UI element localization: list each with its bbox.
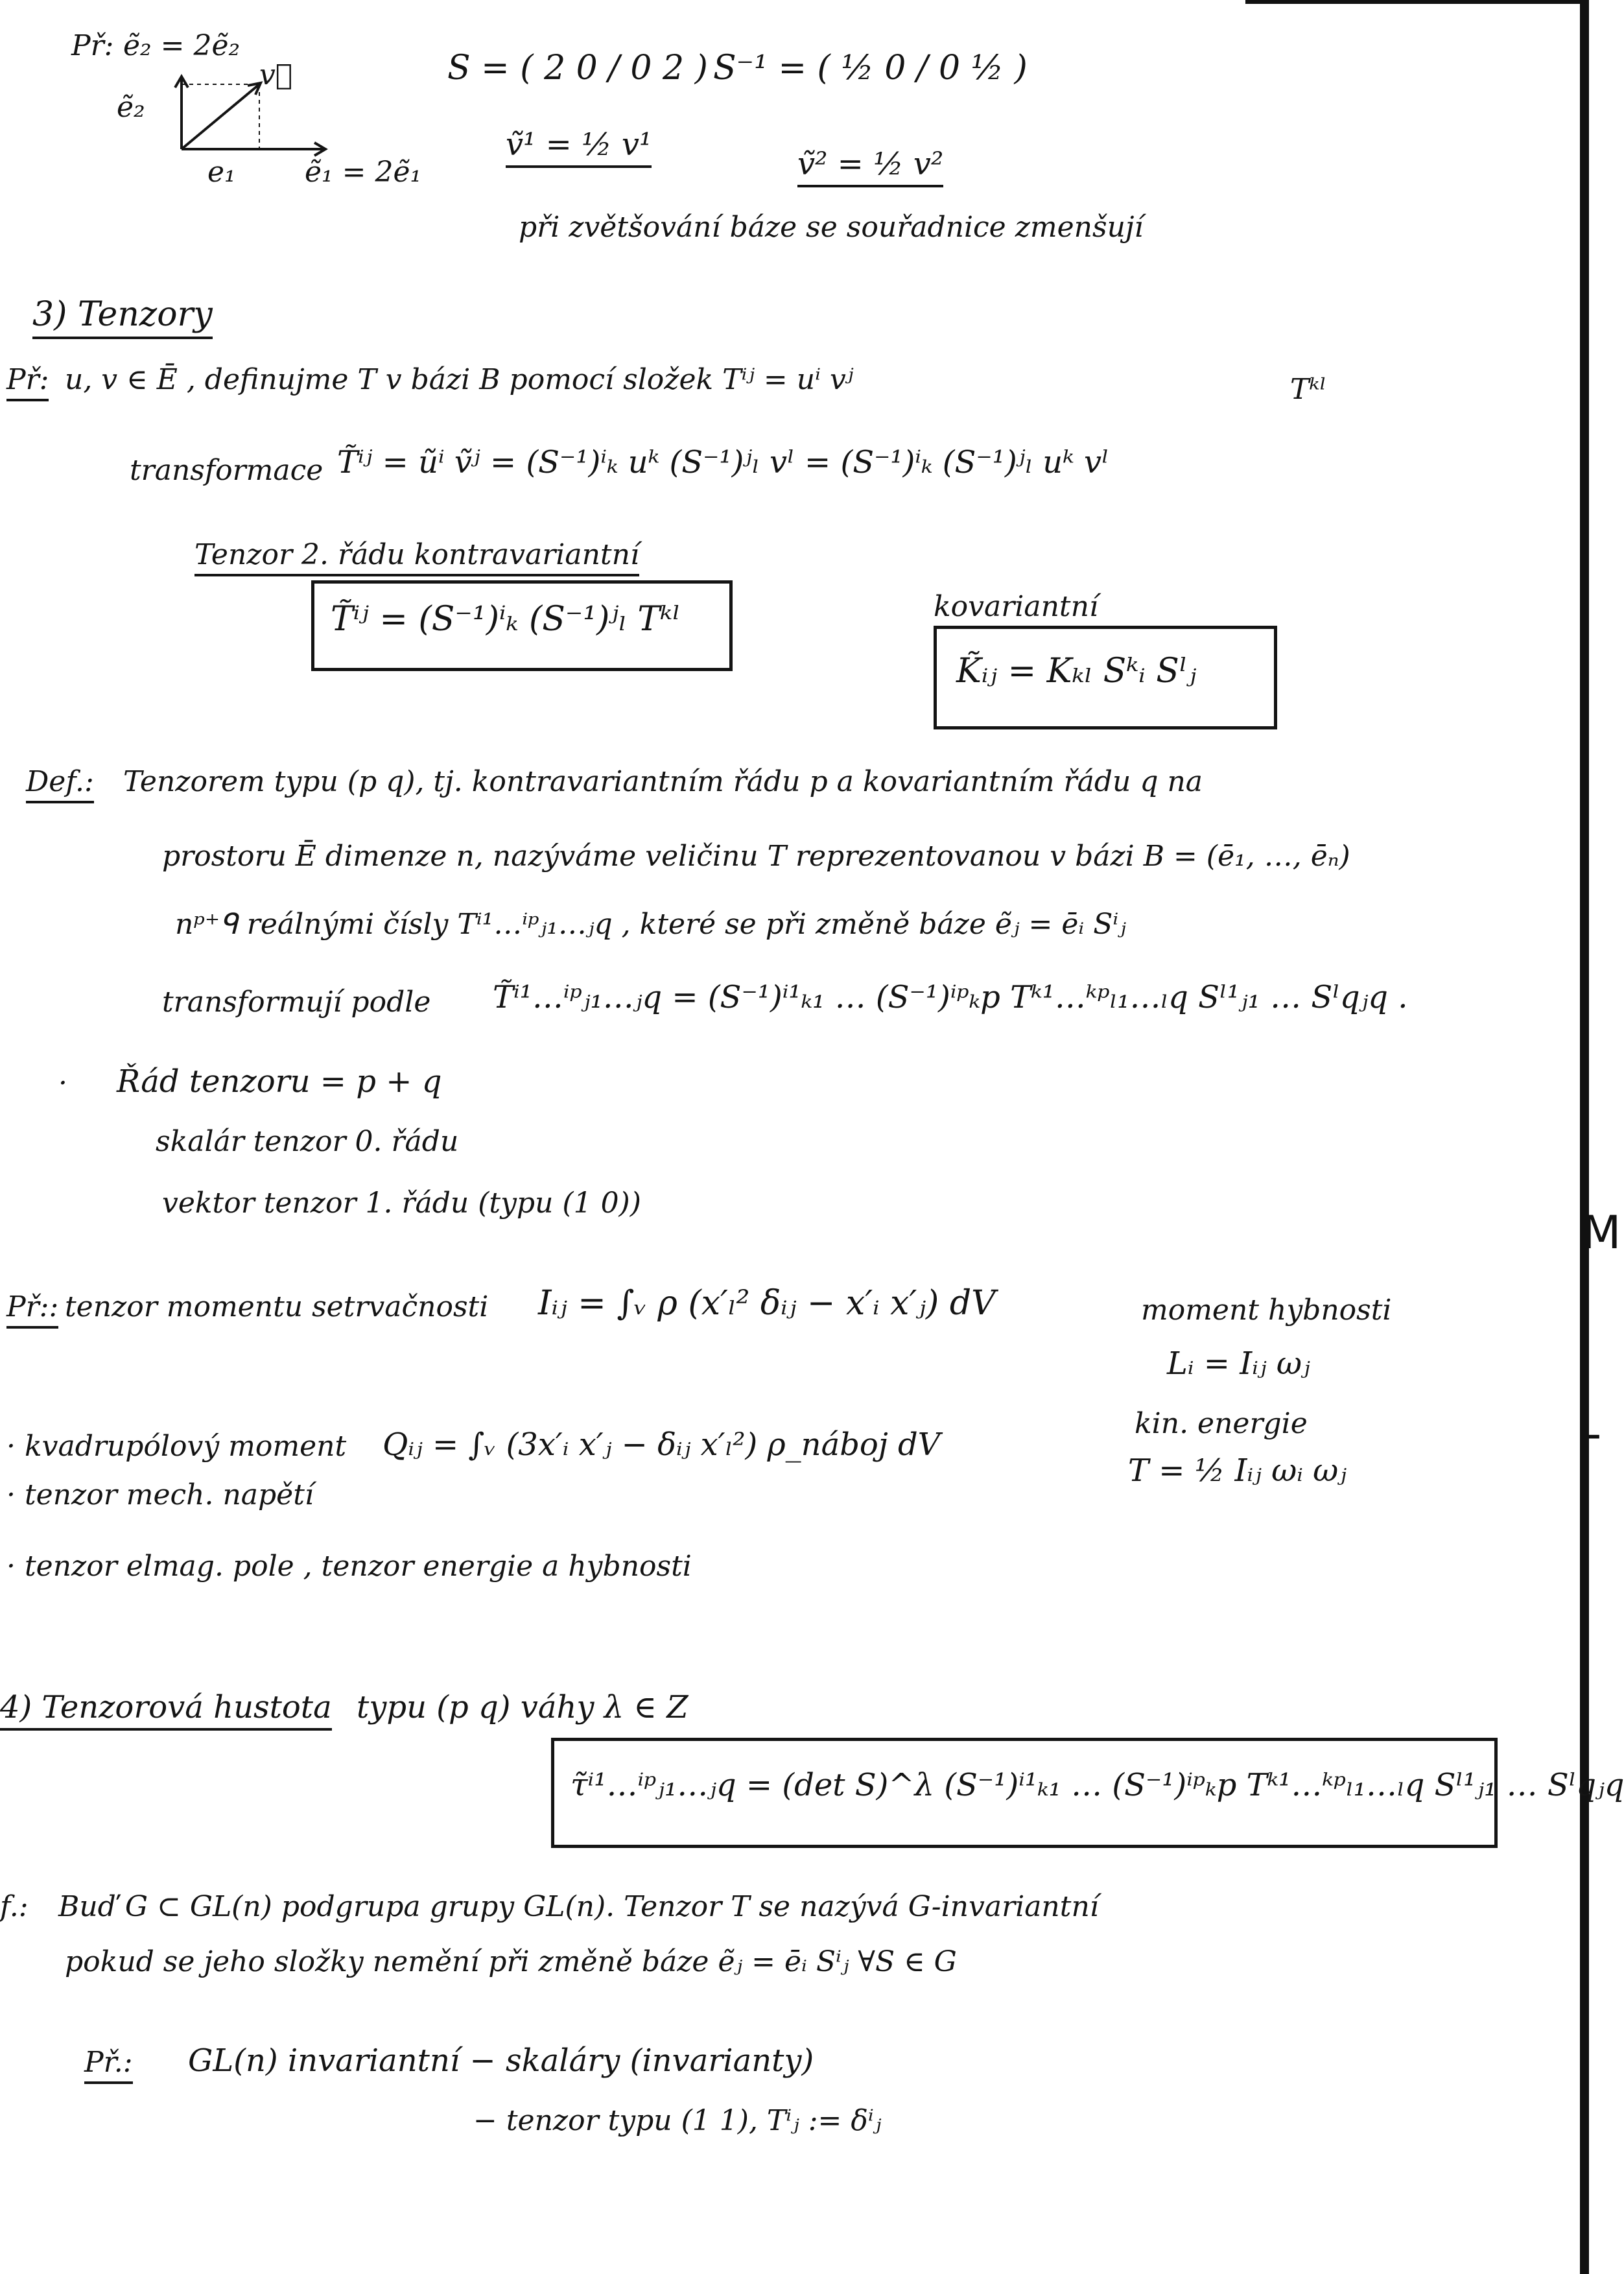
covariant-equation: K̃ᵢⱼ = Kₖₗ Sᵏᵢ Sˡⱼ: [956, 652, 1197, 691]
contravariant-equation: T̃ⁱʲ = (S⁻¹)ⁱₖ (S⁻¹)ʲₗ Tᵏˡ: [331, 600, 681, 639]
example-label: Př:: [71, 29, 114, 62]
bullet: ·: [58, 1067, 67, 1100]
stress-tensor-item: · tenzor mech. napětí: [6, 1478, 314, 1511]
e1-relation: ẽ₁ = 2ẽ₁: [305, 156, 422, 189]
quadrupole-equation: Qᵢⱼ = ∫ᵥ (3x′ᵢ x′ⱼ − δᵢⱼ x′ₗ²) ρ_náboj dV: [382, 1427, 941, 1463]
density-type-text: typu (p q) váhy λ ∈ Z: [357, 1689, 688, 1725]
inertia-tensor-text: tenzor momentu setrvačnosti: [65, 1290, 489, 1323]
definition-label: Def.:: [26, 765, 94, 803]
v1-transform: ṽ¹ = ½ v¹: [506, 126, 652, 168]
invariant-definition-line: pokud se jeho složky nemění při změně báze ẽⱼ = ēᵢ Sⁱⱼ ∀S ∈ G: [65, 1945, 957, 1978]
transform-equation: T̃ⁱʲ = ũⁱ ṽʲ = (S⁻¹)ⁱₖ uᵏ (S⁻¹)ʲₗ vˡ = (S⁻¹)ⁱₖ (S⁻¹)ʲₗ uᵏ vˡ: [337, 444, 1109, 480]
vector-v: [182, 84, 259, 149]
example-label: Př:: [6, 363, 49, 401]
margin-mark: M: [1582, 1206, 1621, 1259]
section-title: 3) Tenzory: [32, 295, 213, 339]
contravariant-title: Tenzor 2. řádu kontravariantní: [194, 538, 639, 576]
matrix-s-inverse: S⁻¹ = ( ½ 0 / 0 ½ ): [713, 49, 1028, 88]
scalar-note: skalár tenzor 0. řádu: [156, 1125, 459, 1158]
tensor-definition-text: u, v ∈ Ē , definujme T v bázi B pomocí složek Tⁱʲ = uⁱ vʲ: [65, 363, 854, 396]
matrix-s: S = ( 2 0 / 0 2 ): [447, 49, 708, 88]
covariant-title: kovariantní: [934, 590, 1099, 623]
definition-line: prostoru Ē dimenze n, nazýváme veličinu T reprezentovanou v bázi B = (ē₁, …, ēₙ): [162, 840, 1350, 873]
example-label: Př.:: [84, 2046, 133, 2084]
section-title: 4) Tenzorová hustota: [0, 1689, 332, 1731]
density-equation: τ̃ⁱ¹…ⁱᵖⱼ₁…ⱼq = (det S)^λ (S⁻¹)ⁱ¹ₖ₁ … (S⁻¹)ⁱᵖₖp Tᵏ¹…ᵏᵖₗ₁…ₗq Sˡ¹ⱼ₁ … Sˡqⱼq: [571, 1767, 1624, 1803]
inertia-equation: Iᵢⱼ = ∫ᵥ ρ (x′ₗ² δᵢⱼ − x′ᵢ x′ⱼ) dV: [538, 1284, 996, 1323]
kinetic-energy-title: kin. energie: [1135, 1407, 1308, 1440]
e2-label: ẽ₂: [117, 91, 145, 124]
e1-label: e₁: [207, 156, 236, 189]
definition-label: f.:: [0, 1890, 29, 1923]
v-label: v⃗: [259, 58, 293, 91]
tensor-t-kl: Tᵏˡ: [1290, 373, 1327, 406]
tensor-order: Řád tenzoru = p + q: [117, 1063, 442, 1100]
invariant-definition-line: Buď G ⊂ GL(n) podgrupa grupy GL(n). Tenzor T se nazývá G-invariantní: [58, 1890, 1099, 1923]
basis-relation: ẽ₂ = 2ẽ₂: [123, 29, 241, 62]
scan-right-edge: [1580, 0, 1589, 2274]
definition-line: Tenzorem typu (p q), tj. kontravariantním řádu p a kovariantním řádu q na: [123, 765, 1203, 798]
margin-mark: -: [1585, 1407, 1602, 1460]
em-tensor-item: · tenzor elmag. pole , tenzor energie a hybnosti: [6, 1550, 692, 1583]
invariant-example-line: − tenzor typu (1 1), Tⁱⱼ := δⁱⱼ: [473, 2104, 882, 2137]
scan-top-edge: [1245, 0, 1583, 4]
definition-transform-equation: T̃ⁱ¹…ⁱᵖⱼ₁…ⱼq = (S⁻¹)ⁱ¹ₖ₁ … (S⁻¹)ⁱᵖₖp Tᵏ¹…ᵏᵖₗ₁…ₗq Sˡ¹ⱼ₁ … Sˡqⱼq .: [493, 979, 1408, 1015]
definition-transform-label: transformují podle: [162, 986, 431, 1019]
angular-momentum-equation: Lᵢ = Iᵢⱼ ωⱼ: [1167, 1345, 1310, 1382]
definition-line: nᵖ⁺ᑫ reálnými čísly Tⁱ¹…ⁱᵖⱼ₁…ⱼq , které se při změně báze ẽⱼ = ēᵢ Sⁱⱼ: [175, 908, 1126, 941]
v2-transform: ṽ² = ½ v²: [797, 146, 943, 187]
example-label: Př::: [6, 1290, 58, 1329]
angular-momentum-title: moment hybnosti: [1141, 1294, 1392, 1327]
transform-label: transformace: [130, 454, 324, 487]
invariant-example-line: GL(n) invariantní − skaláry (invarianty): [188, 2043, 814, 2079]
vector-note: vektor tenzor 1. řádu (typu (1 0)): [162, 1187, 641, 1220]
header-note: při zvětšování báze se souřadnice zmenšují: [519, 211, 1144, 244]
kinetic-energy-equation: T = ½ Iᵢⱼ ωᵢ ωⱼ: [1128, 1452, 1347, 1489]
quadrupole-text: · kvadrupólový moment: [6, 1430, 347, 1463]
